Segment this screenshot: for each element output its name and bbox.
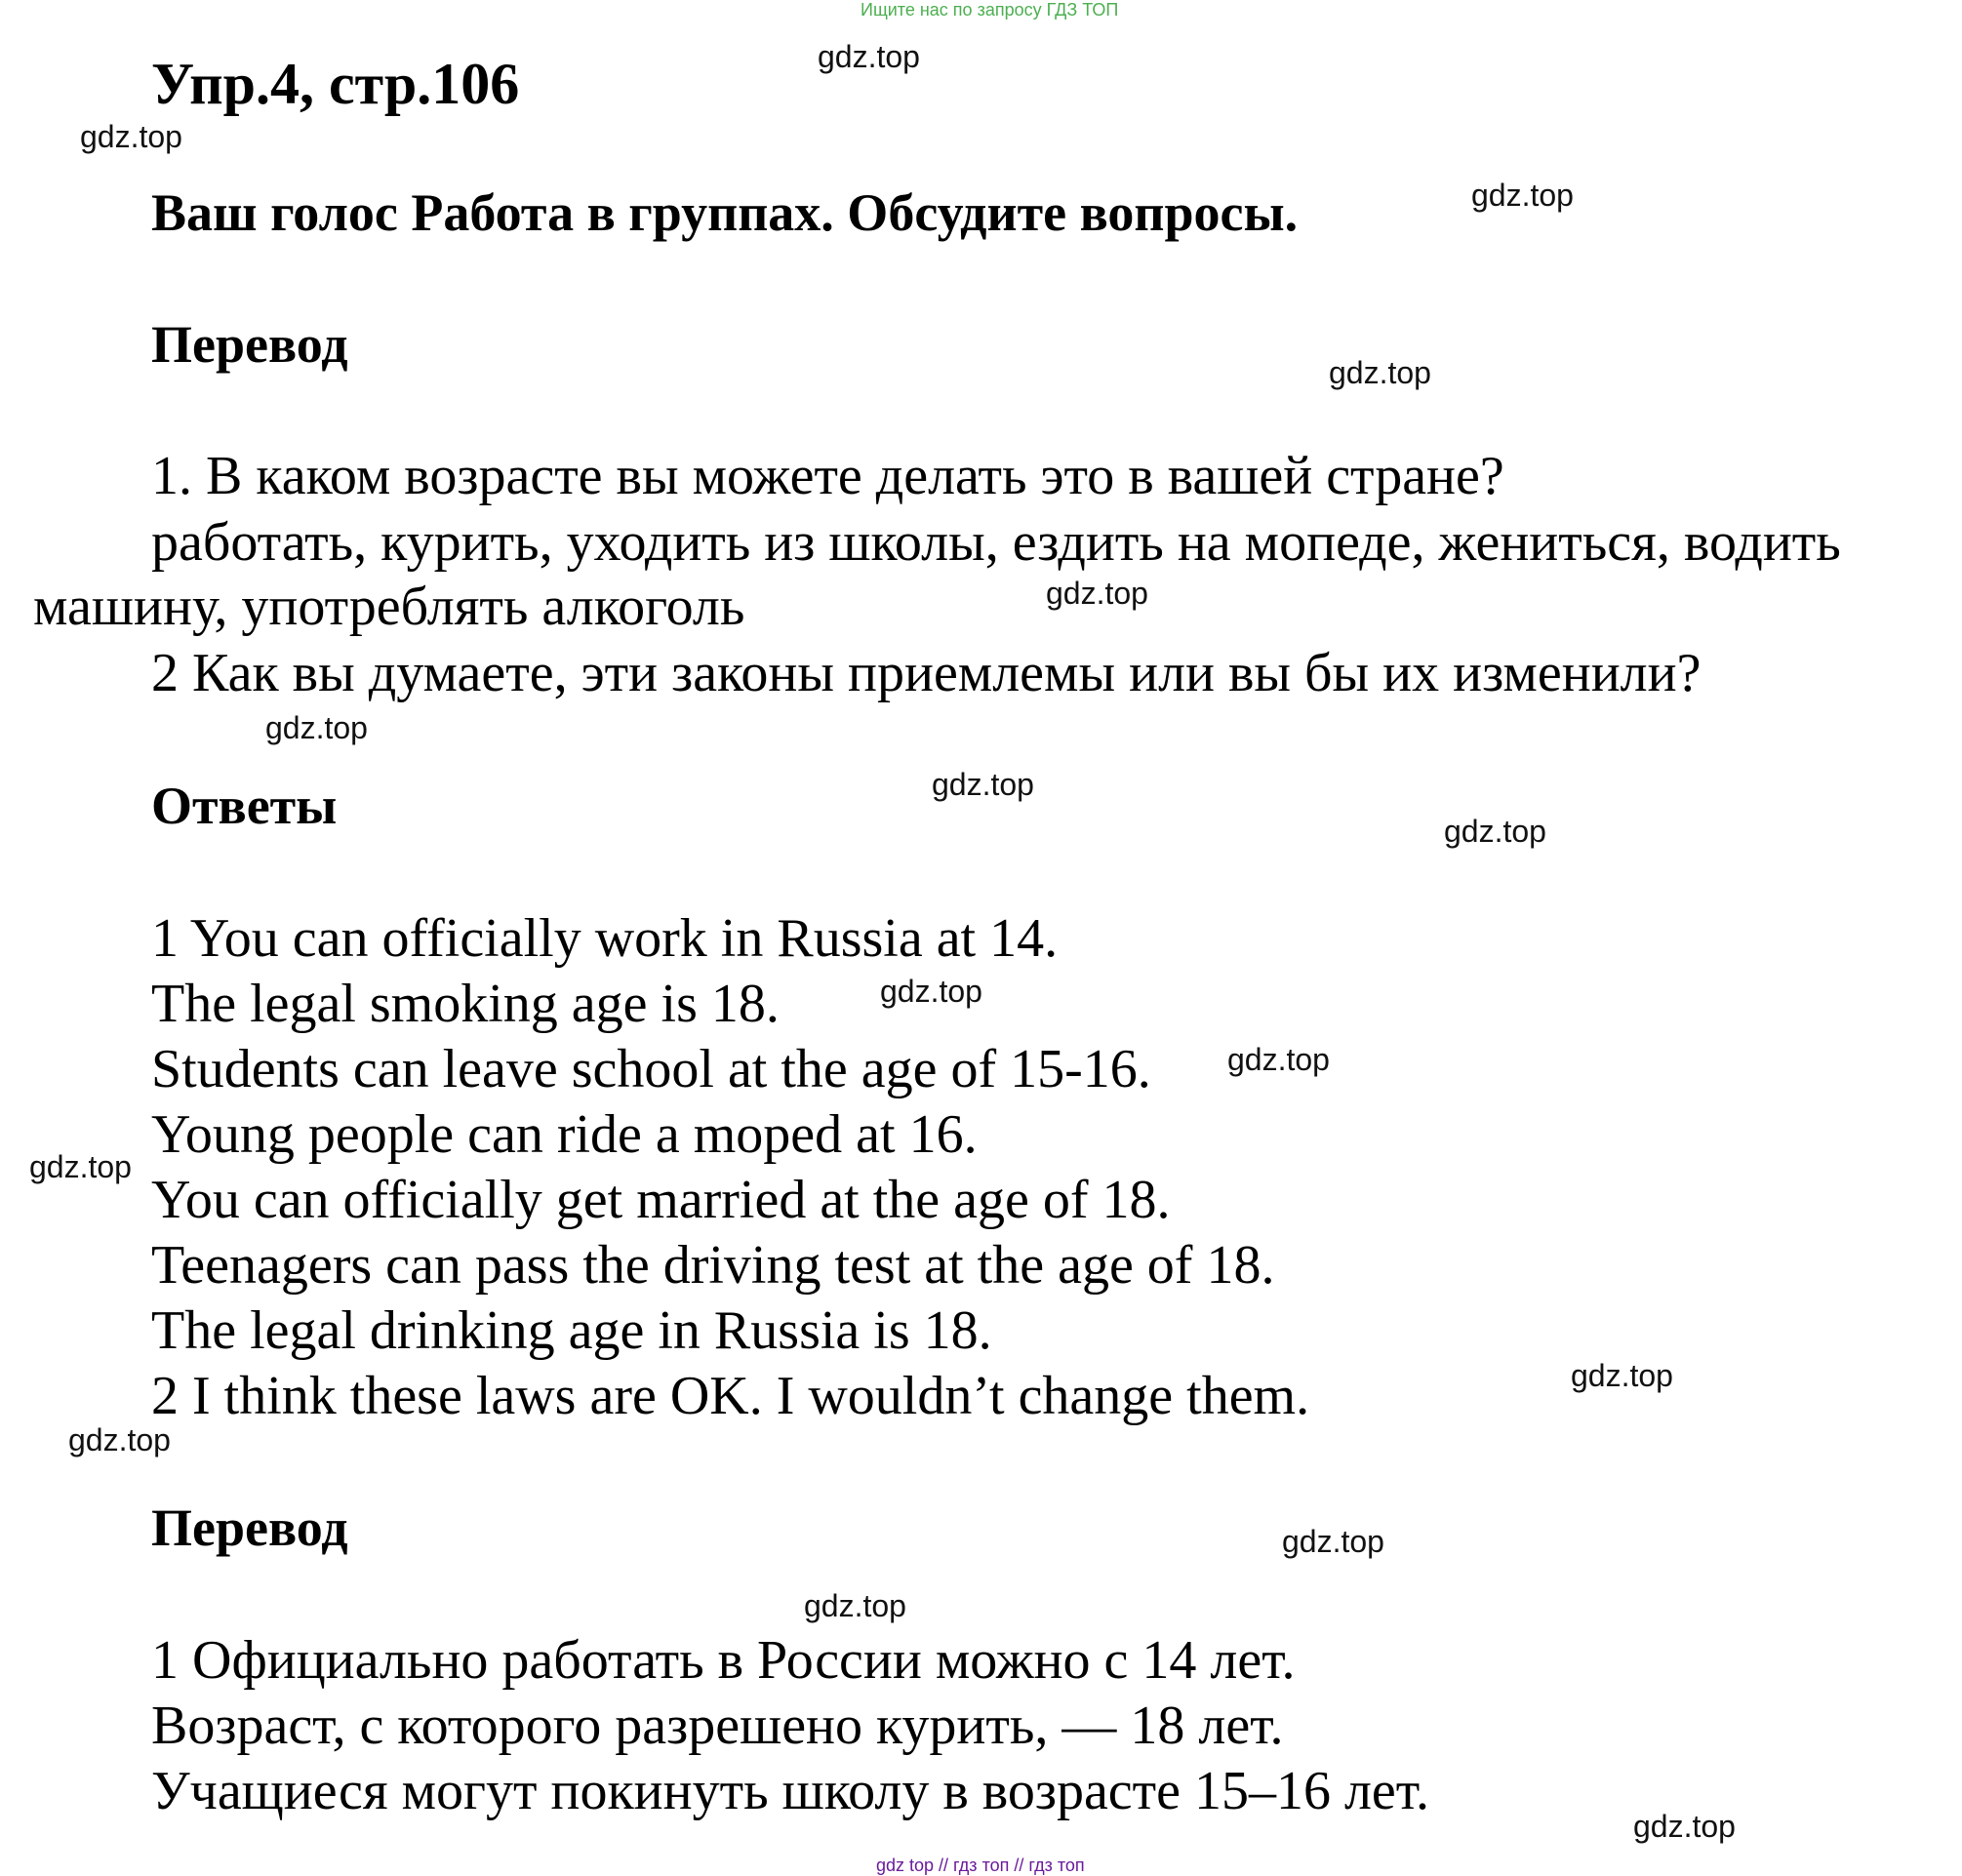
question-line: 1. В каком возрасте вы можете делать это в вашей стране? — [151, 446, 1504, 506]
answer-line: Teenagers can pass the driving test at the age of 18. — [151, 1235, 1275, 1296]
watermark: gdz.top — [1633, 1809, 1736, 1844]
watermark: gdz.top — [1046, 576, 1148, 611]
question-line: работать, курить, уходить из школы, ездить на мопеде, жениться, водить — [151, 512, 1841, 573]
question-line: машину, употреблять алкоголь — [33, 577, 745, 637]
task-heading: Ваш голос Работа в группах. Обсудите вопросы. — [151, 183, 1299, 242]
watermark: gdz.top — [880, 974, 982, 1009]
watermark: gdz.top — [804, 1588, 906, 1623]
answer-line: The legal smoking age is 18. — [151, 974, 780, 1034]
watermark: gdz.top — [1282, 1524, 1384, 1559]
watermark: gdz.top — [932, 767, 1034, 802]
watermark: gdz.top — [1444, 814, 1546, 849]
watermark: gdz.top — [1571, 1358, 1673, 1393]
watermark: gdz.top — [1471, 178, 1574, 213]
question-line: 2 Как вы думаете, эти законы приемлемы или вы бы их изменили? — [151, 643, 1702, 703]
watermark: gdz.top — [1329, 355, 1431, 390]
section-heading-translation: Перевод — [151, 315, 348, 374]
answer-line: Students can leave school at the age of 15-16. — [151, 1039, 1151, 1099]
page-title: Упр.4, стр.106 — [151, 52, 520, 116]
watermark: gdz.top — [80, 119, 182, 154]
footer-banner: gdz top // гдз топ // гдз топ — [876, 1856, 1085, 1875]
answer-line: Young people can ride a moped at 16. — [151, 1104, 978, 1165]
watermark: gdz.top — [818, 39, 920, 74]
translation-line: 1 Официально работать в России можно с 14 лет. — [151, 1630, 1296, 1691]
watermark: gdz.top — [265, 710, 368, 745]
section-heading-answers: Ответы — [151, 777, 338, 835]
top-banner: Ищите нас по запросу ГДЗ ТОП — [861, 0, 1119, 20]
translation-line: Учащиеся могут покинуть школу в возрасте 15–16 лет. — [151, 1761, 1430, 1821]
section-heading-translation: Перевод — [151, 1498, 348, 1557]
answer-line: 2 I think these laws are OK. I wouldn’t change them. — [151, 1366, 1310, 1426]
translation-line: Возраст, с которого разрешено курить, — 18 лет. — [151, 1696, 1284, 1756]
answer-line: 1 You can officially work in Russia at 14. — [151, 908, 1059, 969]
answer-line: The legal drinking age in Russia is 18. — [151, 1300, 992, 1361]
watermark: gdz.top — [1227, 1042, 1330, 1077]
answer-line: You can officially get married at the age of 18. — [151, 1170, 1171, 1230]
watermark: gdz.top — [68, 1422, 171, 1457]
watermark: gdz.top — [29, 1149, 132, 1184]
